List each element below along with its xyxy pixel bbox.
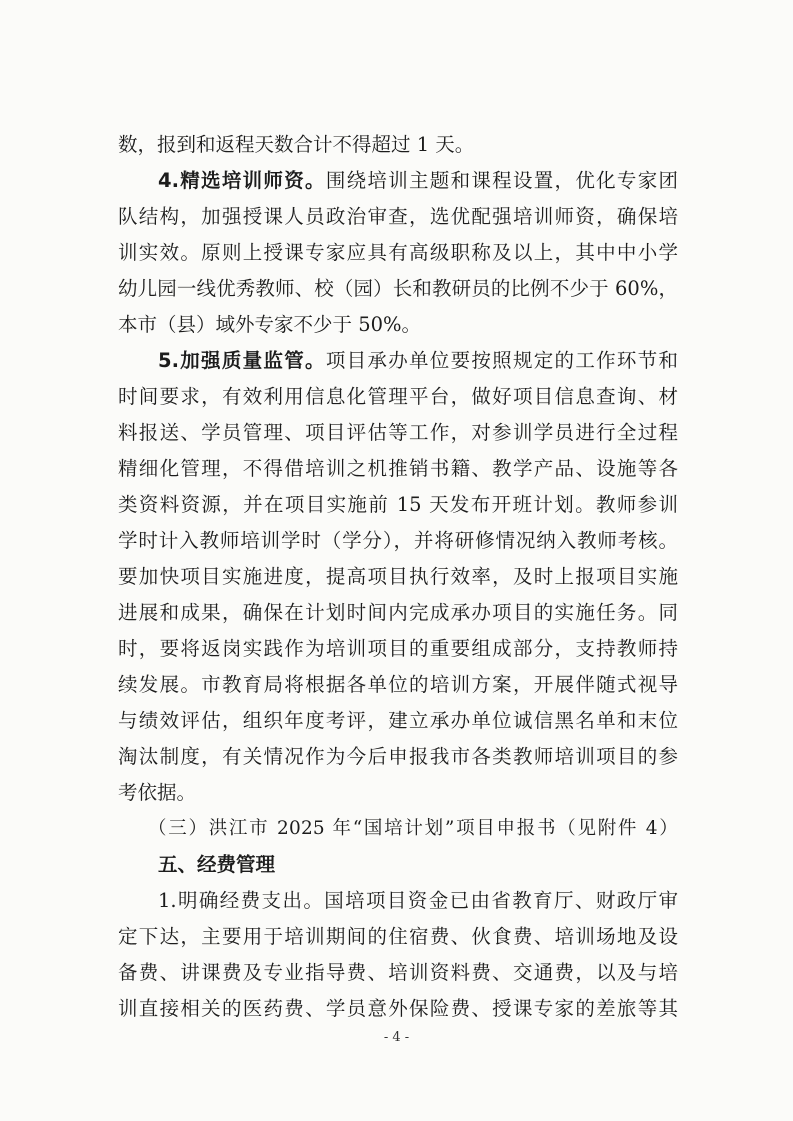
line-text: 训直接相关的医药费、学员意外保险费、授课专家的差旅等其: [118, 997, 678, 1020]
paragraph-line: [118, 127, 678, 163]
paragraph-line: [118, 487, 678, 523]
line-text: 与绩效评估，组织年度考评，建立承办单位诚信黑名单和末位: [118, 709, 678, 732]
item-heading: 4.精选培训师资。: [158, 169, 326, 192]
line-text: 学时计入教师培训学时（学分），并将研修情况纳入教师考核。: [118, 529, 678, 552]
line-text: 幼儿园一线优秀教师、校（园）长和教研员的比例不少于 60%，: [118, 277, 678, 300]
line-text: 进展和成果，确保在计划时间内完成承办项目的实施任务。同: [118, 601, 678, 624]
line-text: 本市（县）域外专家不少于 50%。: [118, 313, 422, 336]
line-text: 数，报到和返程天数合计不得超过 1 天。: [118, 133, 475, 156]
section-title: 五、经费管理: [158, 853, 276, 876]
attachment-reference: [148, 811, 678, 847]
line-text: 考依据。: [118, 781, 197, 804]
line-text: 淘汰制度，有关情况作为今后申报我市各类教师培训项目的参: [118, 745, 678, 768]
line-text: 项目承办单位要按照规定的工作环节和: [325, 349, 678, 372]
line-text: 精细化管理，不得借培训之机推销书籍、教学产品、设施等各: [118, 457, 678, 480]
section-heading: [158, 847, 678, 883]
line-text: 围绕培训主题和课程设置，优化专家团: [325, 169, 678, 192]
paragraph-line: [118, 631, 678, 667]
line-text: （三）洪江市 2025 年“国培计划”项目申报书（见附件 4）: [148, 818, 678, 839]
line-text: 定下达，主要用于培训期间的住宿费、伙食费、培训场地及设: [118, 925, 678, 948]
line-text: 料报送、学员管理、项目评估等工作，对参训学员进行全过程: [118, 421, 678, 444]
paragraph-line: [118, 955, 678, 991]
paragraph-line: [118, 667, 678, 703]
paragraph-line: [158, 163, 678, 199]
page-number: - 4 -: [383, 1030, 410, 1045]
line-text: 队结构，加强授课人员政治审查，选优配强培训师资，确保培: [118, 205, 678, 228]
line-text: 时，要将返岗实践作为培训项目的重要组成部分，支持教师持: [118, 637, 678, 660]
paragraph-line: [118, 271, 678, 307]
paragraph-line: [118, 451, 678, 487]
paragraph-line: [118, 415, 678, 451]
paragraph-line: [158, 883, 678, 919]
paragraph-line: [118, 199, 678, 235]
line-text: 续发展。市教育局将根据各单位的培训方案，开展伴随式视导: [118, 673, 678, 696]
line-text: 1.明确经费支出。国培项目资金已由省教育厅、财政厅审: [158, 889, 678, 912]
paragraph-line: [118, 379, 678, 415]
paragraph-line: [118, 235, 678, 271]
paragraph-line: [118, 559, 678, 595]
paragraph-line: [118, 991, 678, 1027]
paragraph-line: [118, 307, 678, 343]
line-text: 要加快项目实施进度，提高项目执行效率，及时上报项目实施: [118, 565, 678, 588]
line-text: 时间要求，有效利用信息化管理平台，做好项目信息查询、材: [118, 385, 678, 408]
line-text: 训实效。原则上授课专家应具有高级职称及以上，其中中小学: [118, 241, 678, 264]
line-text: 备费、讲课费及专业指导费、培训资料费、交通费，以及与培: [118, 961, 678, 984]
paragraph-line: [158, 343, 678, 379]
paragraph-line: [118, 595, 678, 631]
paragraph-line: [118, 703, 678, 739]
line-text: 类资料资源，并在项目实施前 15 天发布开班计划。教师参训: [118, 493, 678, 516]
paragraph-line: [118, 919, 678, 955]
paragraph-line: [118, 739, 678, 775]
item-heading: 5.加强质量监管。: [158, 349, 326, 372]
paragraph-line: [118, 775, 678, 811]
paragraph-line: [118, 523, 678, 559]
